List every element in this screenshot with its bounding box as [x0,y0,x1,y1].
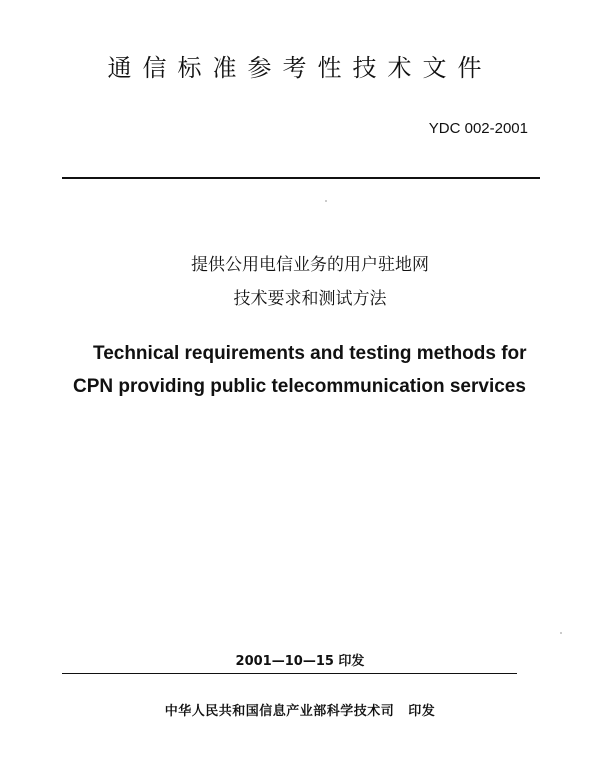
document-code: YDC 002-2001 [428,120,528,137]
top-divider [62,177,540,179]
chinese-title-line-2: 技术要求和测试方法 [233,289,387,309]
issue-date: 2001—10—15 印发 [235,654,365,669]
publisher-name: 中华人民共和国信息产业部科学技术司 [164,704,395,719]
chinese-title-line-1: 提供公用电信业务的用户驻地网 [191,255,429,275]
publisher-action: 印发 [408,704,436,719]
publisher-line [0,700,600,719]
english-title-line-1: Technical requirements and testing methods for [93,343,527,364]
bottom-divider [62,673,517,674]
scan-speck [325,200,327,202]
scan-speck [560,632,562,634]
english-title-line-2: CPN providing public telecommunication services [73,376,526,397]
standard-category-title: 通信标准参考性技术文件 [107,54,493,82]
